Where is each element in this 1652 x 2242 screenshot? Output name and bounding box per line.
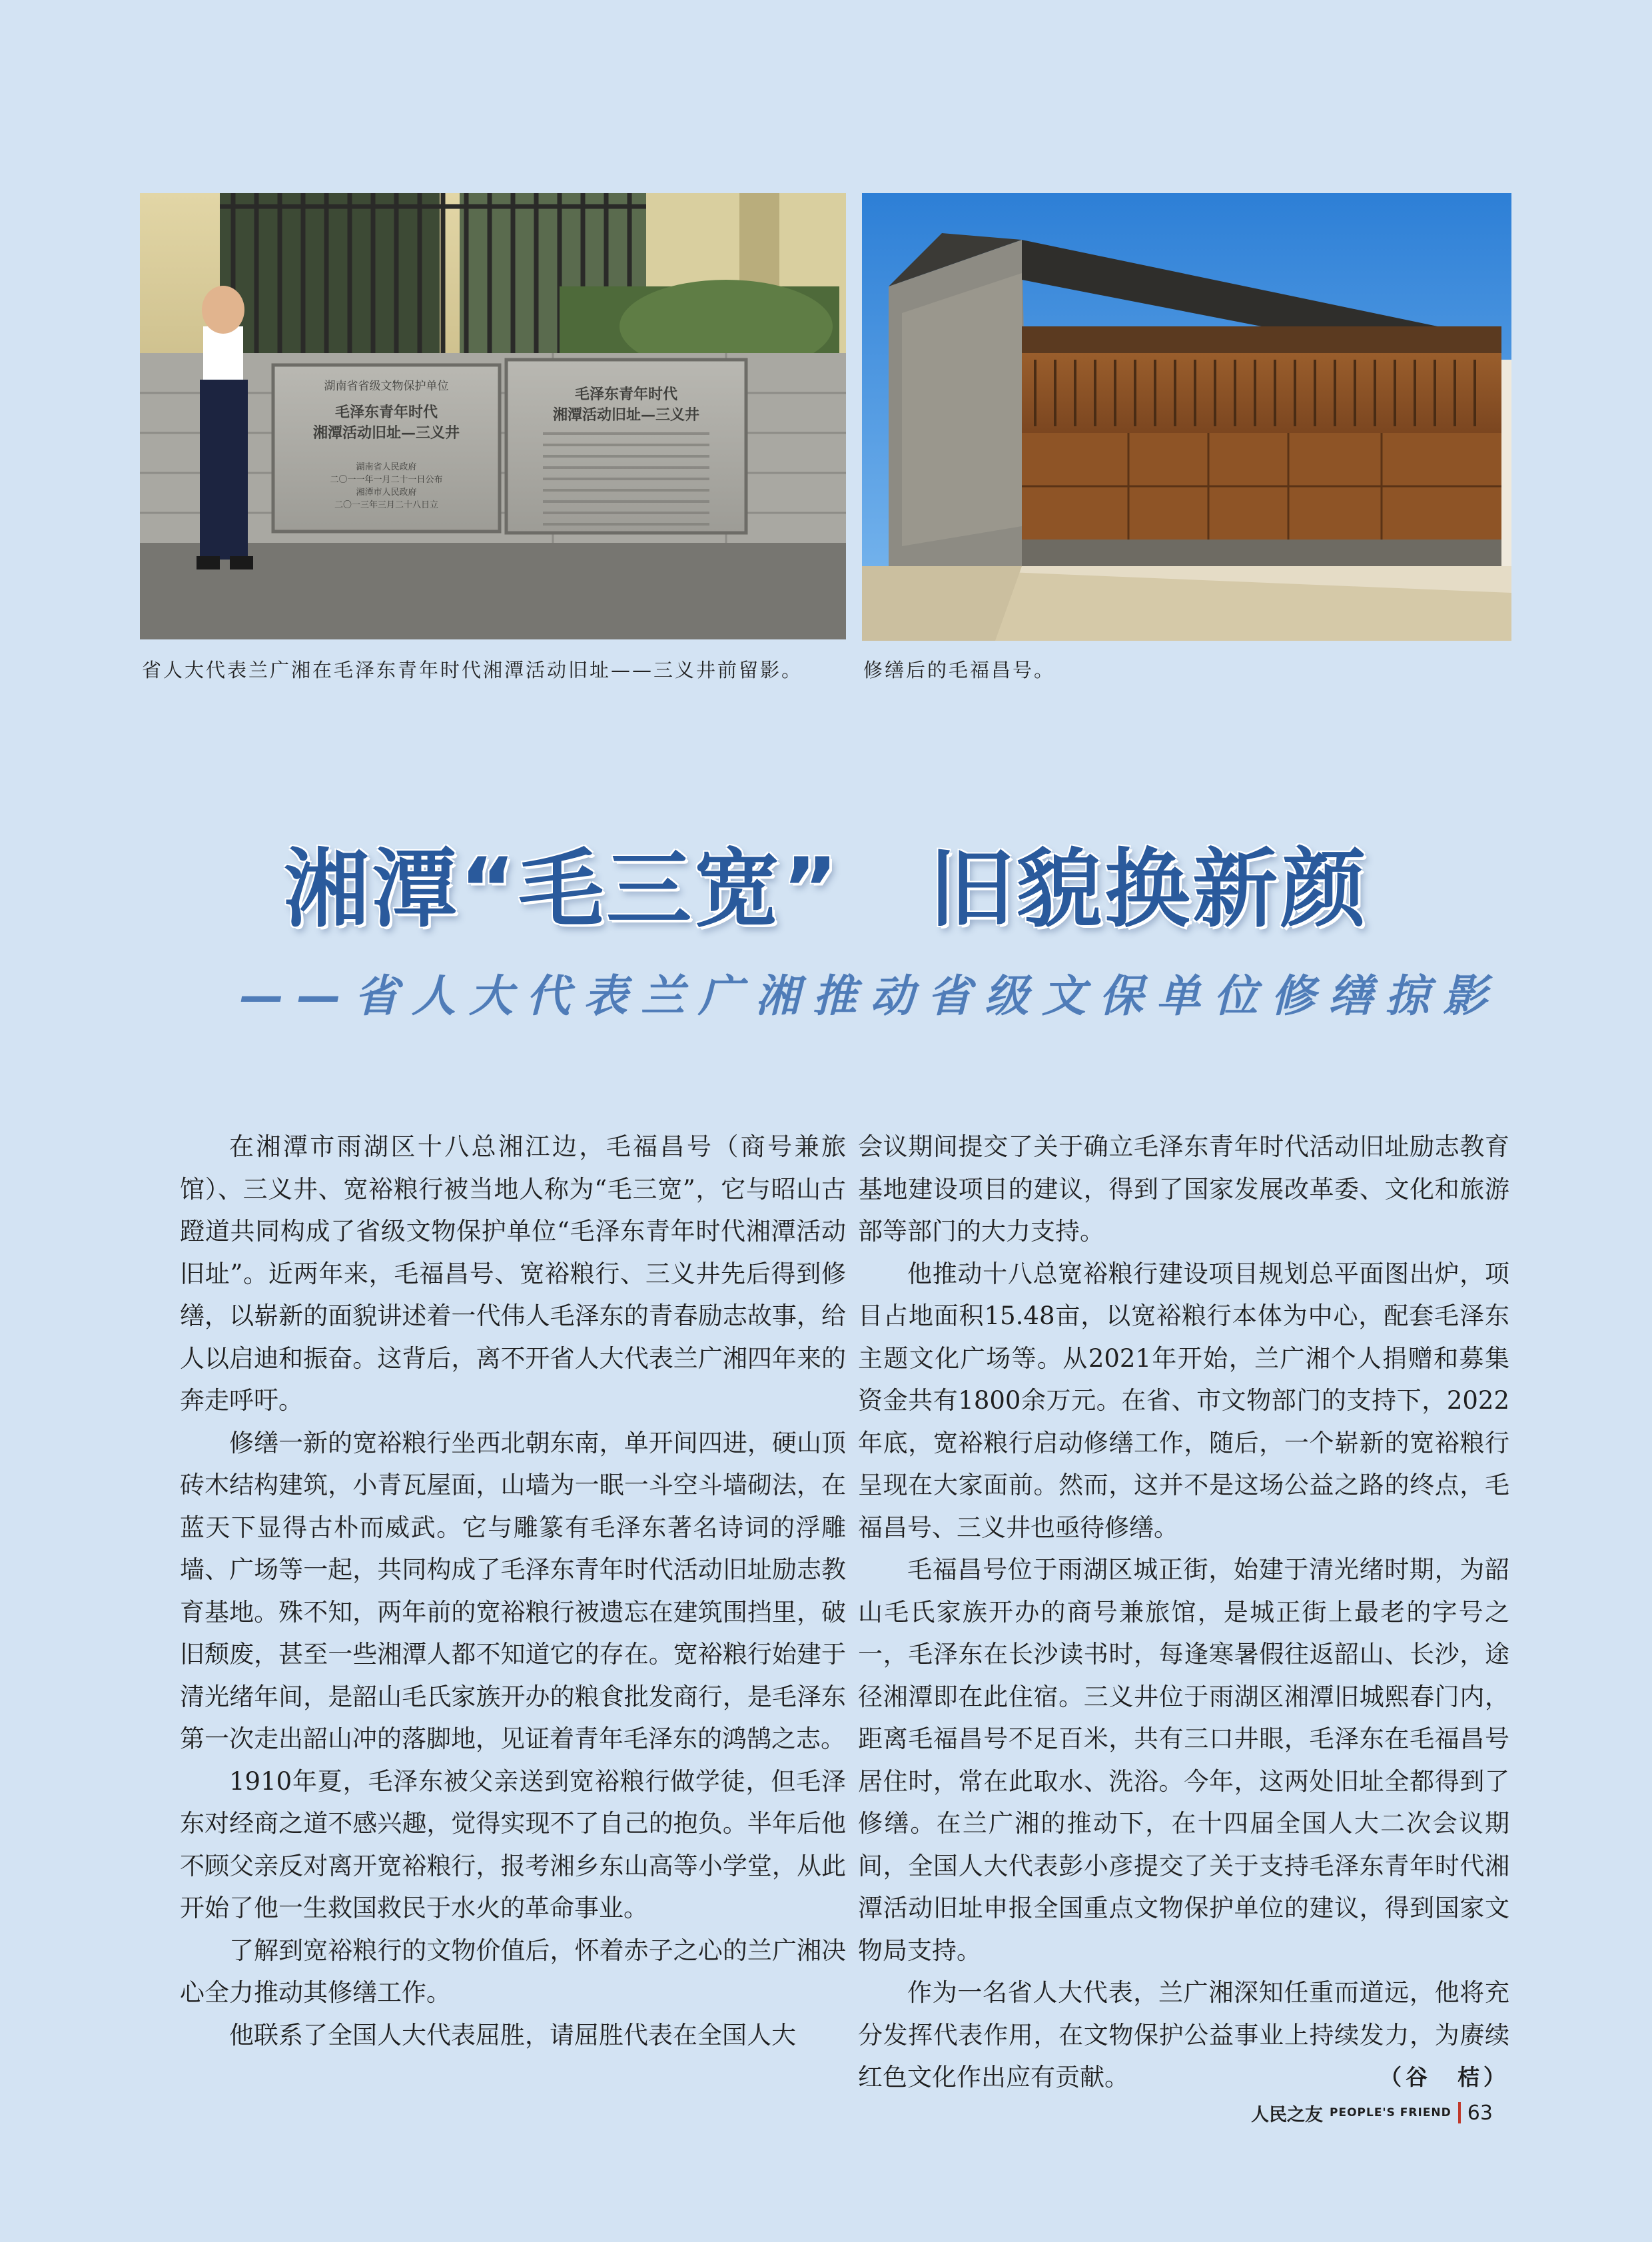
plaque-left-line-4: 湖南省人民政府 xyxy=(356,462,417,472)
article-title: 湘潭“毛三宽” 旧貌换新颜 xyxy=(283,840,1369,939)
article-subtitle: ——省人大代表兰广湘推动省级文保单位修缮掠影 xyxy=(240,970,1500,1022)
paragraph: 在湘潭市雨湖区十八总湘江边，毛福昌号（商号兼旅馆）、三义井、宽裕粮行被当地人称为“毛三宽”，它与昭山古蹬道共同构成了省级文物保护单位“毛泽东青年时代湘潭活动旧址”。近两年来，毛福昌号、宽裕粮行、三义井先后得到修缮，以崭新的面貌讲述着一代伟人毛泽东的青春励志故事，给人以启迪和振奋。这背后，离不开省人大代表兰广湘四年来的奔走呼吁。 xyxy=(180,1132,846,1415)
caption-left: 省人大代表兰广湘在毛泽东青年时代湘潭活动旧址——三义井前留影。 xyxy=(142,659,803,681)
page-footer xyxy=(1251,2099,1493,2126)
footer-divider xyxy=(1458,2102,1461,2123)
paragraph-last xyxy=(858,1972,1509,2099)
paragraph: 修缮一新的宽裕粮行坐西北朝东南，单开间四进，硬山顶砖木结构建筑，小青瓦屋面，山墙为一眠一斗空斗墙砌法，在蓝天下显得古朴而威武。它与雕篆有毛泽东著名诗词的浮雕墙、广场等一起，共同构成了毛泽东青年时代活动旧址励志教育基地。殊不知，两年前的宽裕粮行被遗忘在建筑围挡里，破旧颓废，甚至一些湘潭人都不知道它的存在。宽裕粮行始建于清光绪年间，是韶山毛氏家族开办的粮食批发商行，是毛泽东第一次走出韶山冲的落脚地，见证着青年毛泽东的鸿鹄之志。 xyxy=(180,1428,846,1753)
magazine-name-en: PEOPLE'S FRIEND xyxy=(1330,2106,1451,2119)
plaque-left-line-5: 二〇一一年一月二十一日公布 xyxy=(330,475,443,485)
plaque-left-line-2: 毛泽东青年时代 xyxy=(334,404,438,421)
plaque-left-line-3: 湘潭活动旧址—三义井 xyxy=(312,424,460,442)
plaque-right xyxy=(513,383,739,526)
plaque-right-line-1: 毛泽东青年时代 xyxy=(574,386,677,403)
plaque-right-text-block xyxy=(543,432,709,526)
plaque-right-line-2: 湘潭活动旧址—三义井 xyxy=(552,406,699,424)
author-credit: （谷 桔） xyxy=(1380,2064,1509,2090)
paragraph: 1910年夏，毛泽东被父亲送到宽裕粮行做学徒，但毛泽东对经商之道不感兴趣，觉得实现不了自己的抱负。半年后他不顾父亲反对离开宽裕粮行，报考湘乡东山高等小学堂，从此开始了他一生救国救民于水火的革命事业。 xyxy=(180,1766,846,1922)
paragraph: 毛福昌号位于雨湖区城正街，始建于清光绪时期，为韶山毛氏家族开办的商号兼旅馆，是城正街上最老的字号之一，毛泽东在长沙读书时，每逢寒暑假往返韶山、长沙，途径湘潭即在此住宿。三义井位于雨湖区湘潭旧城熙春门内，距离毛福昌号不足百米，共有三口井眼，毛泽东在毛福昌号居住时，常在此取水、洗浴。今年，这两处旧址全都得到了修缮。在兰广湘的推动下，在十四届全国人大二次会议期间，全国人大代表彭小彦提交了关于支持毛泽东青年时代湘潭活动旧址申报全国重点文物保护单位的建议，得到国家文物局支持。 xyxy=(858,1555,1509,1965)
plaque-left xyxy=(280,376,493,510)
article-right-column xyxy=(858,1126,1509,2099)
paragraph: 他推动十八总宽裕粮行建设项目规划总平面图出炉，项目占地面积15.48亩，以宽裕粮行本体为中心，配套毛泽东主题文化广场等。从2021年开始，兰广湘个人捐赠和募集资金共有1800余万元。在省、市文物部门的支持下，2022年底，宽裕粮行启动修缮工作，随后，一个崭新的宽裕粮行呈现在大家面前。然而，这并不是这场公益之路的终点，毛福昌号、三义井也亟待修缮。 xyxy=(858,1259,1509,1542)
photo-sanyi-well xyxy=(140,193,846,639)
magazine-name-cn: 人民之友 xyxy=(1251,2104,1323,2125)
paragraph: 他联系了全国人大代表屈胜，请屈胜代表在全国人大 xyxy=(229,2020,796,2050)
photo-mao-fuchang xyxy=(862,193,1511,641)
paragraph-text: 作为一名省人大代表，兰广湘深知任重而道远，他将充分发挥代表作用，在文物保护公益事业上持续发力，为赓续红色文化作出应有贡献。 xyxy=(858,1978,1509,2091)
plaque-left-line-6: 湘潭市人民政府 xyxy=(356,488,417,498)
plaque-left-line-7: 二〇一三年三月二十八日立 xyxy=(334,500,438,510)
page-number: 63 xyxy=(1467,2101,1493,2125)
caption-right: 修缮后的毛福昌号。 xyxy=(863,659,1056,681)
paragraph: 了解到宽裕粮行的文物价值后，怀着赤子之心的兰广湘决心全力推动其修缮工作。 xyxy=(180,1936,846,2007)
plaque-left-line-1: 湖南省省级文物保护单位 xyxy=(324,380,449,393)
article-left-column xyxy=(180,1126,846,2056)
paragraph: 会议期间提交了关于确立毛泽东青年时代活动旧址励志教育基地建设项目的建议，得到了国家发展改革委、文化和旅游部等部门的大力支持。 xyxy=(858,1132,1509,1246)
